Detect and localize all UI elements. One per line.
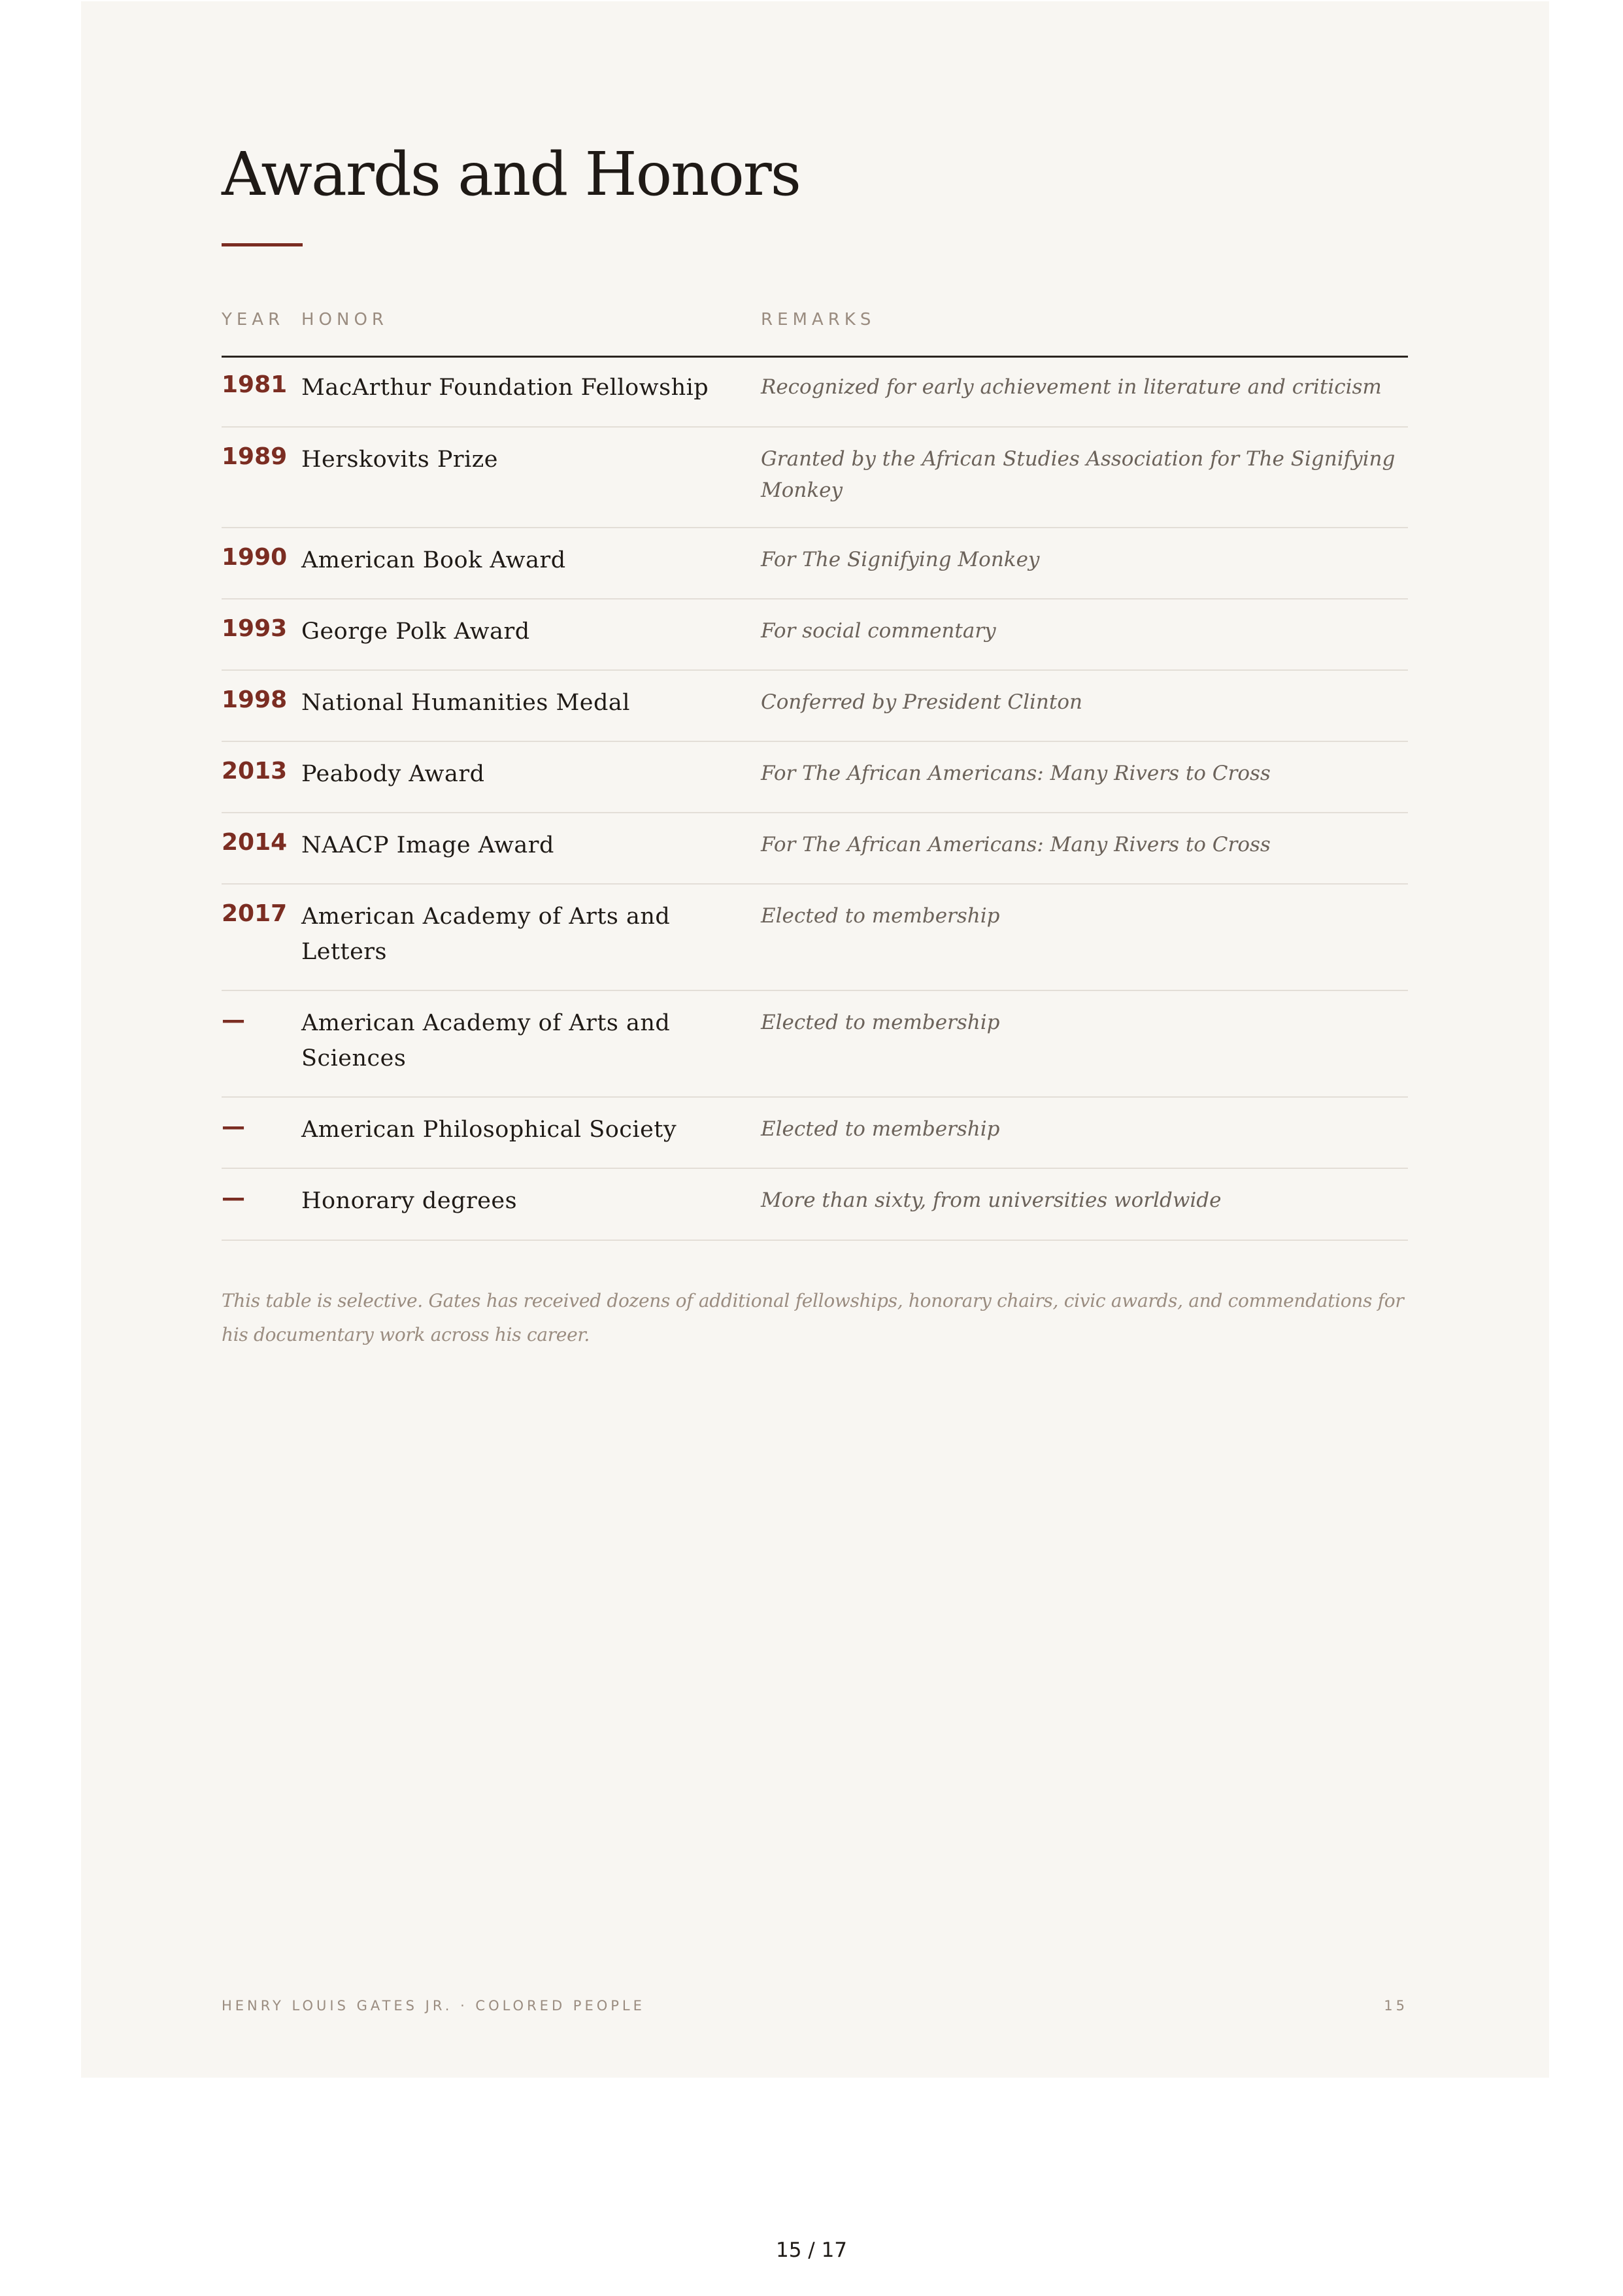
row-remarks: More than sixty, from universities worldwide [761,1189,1222,1212]
row-year: 2013 [222,758,288,785]
page-title: Awards and Honors [222,139,800,209]
row-remarks: Granted by the African Studies Association for The Signifying Monkey [761,447,1396,502]
row-year: 1990 [222,544,288,571]
viewer-page-indicator: 15 / 17 [775,2238,848,2262]
row-remarks: Recognized for early achievement in literature and criticism [761,375,1382,399]
table-row [222,813,1408,885]
running-footer-title: HENRY LOUIS GATES JR. · COLORED PEOPLE [222,1998,645,2014]
table-row [222,742,1408,813]
table-row [222,599,1408,671]
title-underline [222,243,303,246]
document-page [81,1,1549,2078]
table-row [222,528,1408,599]
row-year: 2017 [222,900,288,927]
row-remarks: Conferred by President Clinton [761,690,1082,714]
row-honor: American Philosophical Society [301,1117,677,1143]
row-honor: Honorary degrees [301,1188,518,1214]
header-remarks: REMARKS [761,310,876,329]
table-note: This table is selective. Gates has received dozens of additional fellowships, honorary chairs, civic awards, and commendations for his documentary work across his career. [222,1290,1404,1345]
row-remarks: Elected to membership [761,1011,1000,1034]
header-year: YEAR [222,310,285,329]
row-year: — [222,1007,245,1034]
row-honor: National Humanities Medal [301,690,630,716]
row-remarks: For The African Americans: Many Rivers to Cross [761,762,1271,785]
header-honor: HONOR [301,310,388,329]
row-honor: American Academy of Arts and Letters [301,903,671,965]
table-row [222,1169,1408,1241]
row-remarks: Elected to membership [761,904,1000,928]
row-year: 1981 [222,371,288,398]
row-honor: NAACP Image Award [301,832,554,858]
row-remarks: For social commentary [761,619,996,643]
row-remarks: Elected to membership [761,1117,1000,1141]
row-honor: MacArthur Foundation Fellowship [301,375,709,401]
table-row [222,885,1408,991]
footer-page-number: 15 [1384,1998,1408,2014]
row-honor: American Academy of Arts and Sciences [301,1010,671,1072]
row-remarks: For The African Americans: Many Rivers to Cross [761,833,1271,856]
row-year: — [222,1113,245,1140]
row-remarks: For The Signifying Monkey [761,548,1040,571]
table-body [222,356,1408,1241]
row-year: — [222,1185,245,1211]
table-row [222,671,1408,742]
row-year: 1998 [222,686,288,713]
row-honor: Herskovits Prize [301,447,498,473]
table-row [222,1098,1408,1169]
table-header [222,309,1408,358]
table-row [222,356,1408,428]
table-row [222,991,1408,1098]
row-honor: Peabody Award [301,761,485,787]
row-year: 1989 [222,443,288,470]
row-honor: American Book Award [301,547,566,573]
row-honor: George Polk Award [301,618,530,645]
row-year: 2014 [222,829,288,856]
row-year: 1993 [222,615,288,642]
table-row [222,428,1408,528]
